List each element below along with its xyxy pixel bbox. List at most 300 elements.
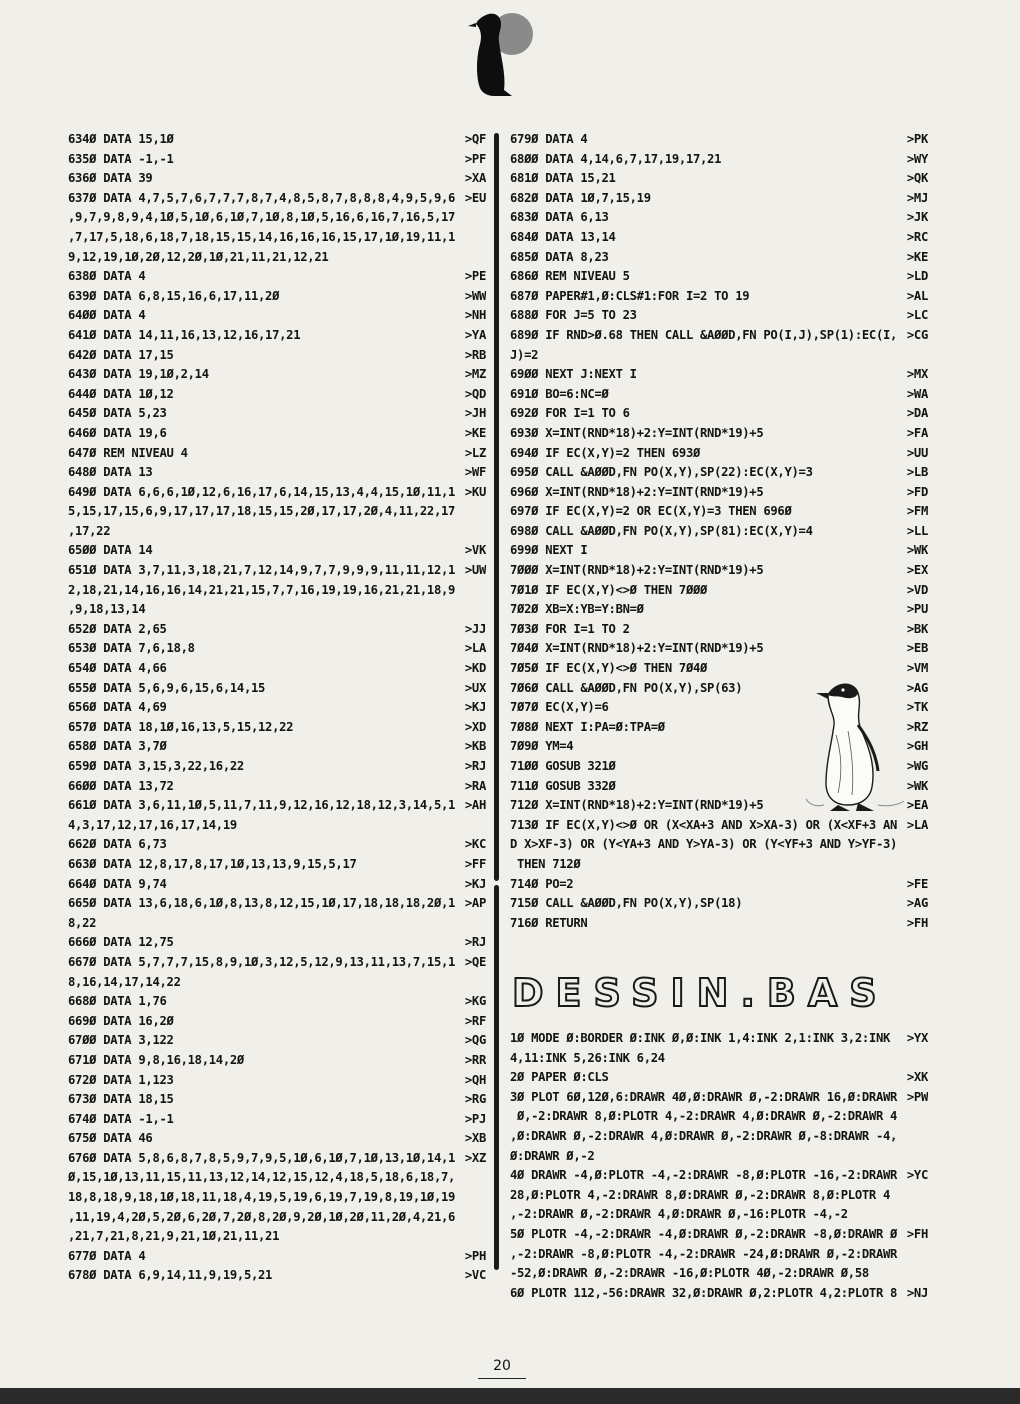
checksum: >XB bbox=[463, 1129, 486, 1149]
code-line bbox=[510, 424, 928, 444]
code-text: 657Ø DATA 18,1Ø,16,13,5,15,12,22 bbox=[68, 719, 294, 734]
code-text: 638Ø DATA 4 bbox=[68, 269, 146, 284]
checksum: >DA bbox=[905, 404, 928, 424]
code-text: 7Ø2Ø XB=X:YB=Y:BN=Ø bbox=[510, 602, 644, 617]
code-line bbox=[510, 914, 928, 934]
code-text: 675Ø DATA 46 bbox=[68, 1131, 153, 1146]
code-line bbox=[510, 169, 928, 189]
page-number-rule bbox=[478, 1378, 526, 1379]
code-text: 659Ø DATA 3,15,3,22,16,22 bbox=[68, 759, 244, 773]
code-text: 649Ø DATA 6,6,6,1Ø,12,6,16,17,6,14,15,13,4,4,15,1Ø,11,1 bbox=[68, 484, 456, 499]
checksum: >MX bbox=[905, 365, 928, 385]
checksum: >RR bbox=[463, 1051, 486, 1071]
code-line bbox=[68, 1266, 486, 1286]
code-line bbox=[68, 326, 486, 346]
code-text: 654Ø DATA 4,66 bbox=[68, 661, 167, 676]
code-text: 6Ø PLOTR 112,-56:DRAWR 32,Ø:DRAWR Ø,2:PLOTR 4,2:PLOTR 8 bbox=[510, 1285, 898, 1300]
code-text: 671Ø DATA 9,8,16,18,14,2Ø bbox=[68, 1052, 244, 1067]
checksum: >GH bbox=[905, 737, 928, 757]
code-line bbox=[68, 639, 486, 659]
code-line bbox=[68, 169, 486, 189]
code-text: 8,22 bbox=[68, 915, 97, 930]
code-text: 692Ø FOR I=1 TO 6 bbox=[510, 406, 630, 421]
code-text: 66ØØ DATA 13,72 bbox=[68, 778, 174, 793]
checksum: >RG bbox=[463, 1090, 486, 1110]
code-line bbox=[68, 600, 486, 620]
checksum: >QF bbox=[463, 130, 486, 150]
code-line bbox=[510, 267, 928, 287]
checksum: >WK bbox=[905, 777, 928, 797]
code-text: 664Ø DATA 9,74 bbox=[68, 876, 167, 891]
code-line bbox=[510, 287, 928, 307]
checksum: >WY bbox=[905, 150, 928, 170]
code-text: 661Ø DATA 3,6,11,1Ø,5,11,7,11,9,12,16,12,18,12,3,14,5,1 bbox=[68, 798, 456, 813]
code-text: 634Ø DATA 15,1Ø bbox=[68, 132, 174, 146]
code-text: 71ØØ GOSUB 321Ø bbox=[510, 759, 616, 773]
code-line bbox=[510, 1225, 928, 1245]
code-line bbox=[68, 385, 486, 405]
code-line bbox=[510, 502, 928, 522]
checksum: >YA bbox=[463, 326, 486, 346]
code-text: ,21,7,21,8,21,9,21,1Ø,21,11,21 bbox=[68, 1229, 280, 1244]
code-text: 683Ø DATA 6,13 bbox=[510, 210, 609, 225]
code-text: 682Ø DATA 1Ø,7,15,19 bbox=[510, 190, 651, 205]
code-line bbox=[68, 483, 486, 503]
code-line bbox=[510, 679, 928, 699]
code-text: 695Ø CALL &AØØD,FN PO(X,Y),SP(22):EC(X,Y)=3 bbox=[510, 465, 813, 480]
checksum: >PF bbox=[463, 150, 486, 170]
code-text: 656Ø DATA 4,69 bbox=[68, 700, 167, 715]
checksum: >EU bbox=[463, 189, 486, 209]
code-text: 678Ø DATA 6,9,14,11,9,19,5,21 bbox=[68, 1268, 273, 1283]
code-line bbox=[510, 796, 928, 816]
checksum: >KJ bbox=[463, 875, 486, 895]
code-text: 5,15,17,15,6,9,17,17,17,18,15,15,2Ø,17,17,2Ø,4,11,22,17 bbox=[68, 504, 456, 519]
code-line bbox=[68, 894, 486, 914]
code-line bbox=[510, 1264, 928, 1284]
code-text: 672Ø DATA 1,123 bbox=[68, 1072, 174, 1087]
checksum: >FF bbox=[463, 855, 486, 875]
code-line bbox=[510, 385, 928, 405]
code-text: -52,Ø:DRAWR Ø,-2:DRAWR -16,Ø:PLOTR 4Ø,-2:DRAWR Ø,58 bbox=[510, 1266, 869, 1281]
code-line bbox=[510, 777, 928, 797]
checksum: >KG bbox=[463, 992, 486, 1012]
checksum: >AP bbox=[463, 894, 486, 914]
code-line bbox=[68, 541, 486, 561]
checksum: >LA bbox=[905, 816, 928, 836]
code-line bbox=[510, 541, 928, 561]
code-text: 658Ø DATA 3,7Ø bbox=[68, 739, 167, 754]
code-text: 641Ø DATA 14,11,16,13,12,16,17,21 bbox=[68, 327, 301, 342]
code-line bbox=[510, 620, 928, 640]
code-text: 713Ø IF EC(X,Y)<>Ø OR (X<XA+3 AND X>XA-3) OR (X<XF+3 AN bbox=[510, 817, 898, 832]
code-text: 1Ø MODE Ø:BORDER Ø:INK Ø,Ø:INK 1,4:INK 2,1:INK 3,2:INK bbox=[510, 1031, 891, 1045]
code-line bbox=[510, 404, 928, 424]
checksum: >YC bbox=[905, 1166, 928, 1186]
code-text: 653Ø DATA 7,6,18,8 bbox=[68, 641, 195, 656]
code-line bbox=[68, 914, 486, 934]
checksum: >KE bbox=[905, 248, 928, 268]
code-text: 3Ø PLOT 6Ø,12Ø,6:DRAWR 4Ø,Ø:DRAWR Ø,-2:DRAWR 16,Ø:DRAWR bbox=[510, 1089, 898, 1104]
checksum: >RA bbox=[463, 777, 486, 797]
code-line bbox=[510, 306, 928, 326]
code-text: 7ØØØ X=INT(RND*18)+2:Y=INT(RND*19)+5 bbox=[510, 563, 764, 578]
code-line bbox=[68, 1071, 486, 1091]
checksum: >VM bbox=[905, 659, 928, 679]
code-text: 643Ø DATA 19,1Ø,2,14 bbox=[68, 367, 209, 382]
checksum: >FA bbox=[905, 424, 928, 444]
code-text: Ø,-2:DRAWR 8,Ø:PLOTR 4,-2:DRAWR 4,Ø:DRAWR Ø,-2:DRAWR 4 bbox=[510, 1109, 898, 1124]
code-line bbox=[68, 365, 486, 385]
code-line bbox=[510, 444, 928, 464]
checksum: >KD bbox=[463, 659, 486, 679]
checksum: >AG bbox=[905, 894, 928, 914]
code-text: J)=2 bbox=[510, 347, 539, 362]
code-text: 67ØØ DATA 3,122 bbox=[68, 1033, 174, 1048]
code-line bbox=[68, 424, 486, 444]
code-line bbox=[510, 1147, 928, 1167]
checksum: >QE bbox=[463, 953, 486, 973]
code-text: 655Ø DATA 5,6,9,6,15,6,14,15 bbox=[68, 680, 266, 695]
checksum: >LB bbox=[905, 463, 928, 483]
code-line bbox=[68, 933, 486, 953]
code-line bbox=[68, 130, 486, 150]
code-line bbox=[68, 679, 486, 699]
code-line bbox=[68, 992, 486, 1012]
code-text: 652Ø DATA 2,65 bbox=[68, 621, 167, 636]
code-line bbox=[510, 1107, 928, 1127]
code-line bbox=[68, 796, 486, 816]
checksum: >QH bbox=[463, 1071, 486, 1091]
code-text: 7Ø5Ø IF EC(X,Y)<>Ø THEN 7Ø4Ø bbox=[510, 661, 708, 676]
code-line bbox=[68, 875, 486, 895]
code-text: 68ØØ DATA 4,14,6,7,17,19,17,21 bbox=[510, 151, 722, 166]
code-line bbox=[68, 463, 486, 483]
code-line bbox=[68, 835, 486, 855]
checksum: >KE bbox=[463, 424, 486, 444]
code-text: 663Ø DATA 12,8,17,8,17,1Ø,13,13,9,15,5,17 bbox=[68, 856, 357, 871]
code-text: 679Ø DATA 4 bbox=[510, 132, 588, 146]
code-text: 637Ø DATA 4,7,5,7,6,7,7,7,8,7,4,8,5,8,7,8,8,8,4,9,5,9,6 bbox=[68, 190, 456, 205]
code-text: 716Ø RETURN bbox=[510, 915, 588, 930]
code-text: 7Ø7Ø EC(X,Y)=6 bbox=[510, 700, 609, 715]
code-line bbox=[68, 816, 486, 836]
code-text: 674Ø DATA -1,-1 bbox=[68, 1111, 174, 1126]
code-line bbox=[68, 1188, 486, 1208]
code-line bbox=[68, 1149, 486, 1169]
code-line bbox=[68, 287, 486, 307]
code-line bbox=[510, 698, 928, 718]
code-text: ,9,18,13,14 bbox=[68, 602, 146, 617]
code-text: 697Ø IF EC(X,Y)=2 OR EC(X,Y)=3 THEN 696Ø bbox=[510, 504, 792, 519]
code-text: 642Ø DATA 17,15 bbox=[68, 347, 174, 362]
code-line bbox=[510, 659, 928, 679]
checksum: >NH bbox=[463, 306, 486, 326]
code-text: 676Ø DATA 5,8,6,8,7,8,5,9,7,9,5,1Ø,6,1Ø,7,1Ø,13,1Ø,14,1 bbox=[68, 1150, 456, 1165]
code-line bbox=[510, 1127, 928, 1147]
checksum: >PK bbox=[905, 130, 928, 150]
code-text: 662Ø DATA 6,73 bbox=[68, 837, 167, 852]
code-line bbox=[68, 1090, 486, 1110]
code-text: 714Ø PO=2 bbox=[510, 876, 574, 891]
checksum: >EA bbox=[905, 796, 928, 816]
code-line bbox=[68, 306, 486, 326]
code-text: 8,16,14,17,14,22 bbox=[68, 974, 181, 989]
code-line bbox=[68, 1051, 486, 1071]
checksum: >TK bbox=[905, 698, 928, 718]
checksum: >FM bbox=[905, 502, 928, 522]
code-line bbox=[510, 737, 928, 757]
checksum: >KC bbox=[463, 835, 486, 855]
code-text: 688Ø FOR J=5 TO 23 bbox=[510, 308, 637, 323]
code-text: 681Ø DATA 15,21 bbox=[510, 171, 616, 186]
checksum: >RC bbox=[905, 228, 928, 248]
code-line bbox=[510, 130, 928, 150]
code-line bbox=[510, 639, 928, 659]
checksum: >VD bbox=[905, 581, 928, 601]
checksum: >UU bbox=[905, 444, 928, 464]
code-text: 698Ø CALL &AØØD,FN PO(X,Y),SP(81):EC(X,Y)=4 bbox=[510, 523, 813, 538]
code-line bbox=[510, 346, 928, 366]
code-line bbox=[510, 757, 928, 777]
code-text: 69ØØ NEXT J:NEXT I bbox=[510, 367, 637, 382]
code-text: 7Ø8Ø NEXT I:PA=Ø:TPA=Ø bbox=[510, 719, 665, 734]
checksum: >PU bbox=[905, 600, 928, 620]
checksum: >FH bbox=[905, 1225, 928, 1245]
checksum: >YX bbox=[905, 1029, 928, 1049]
code-text: 648Ø DATA 13 bbox=[68, 465, 153, 480]
code-line bbox=[510, 1205, 928, 1225]
code-text: 646Ø DATA 19,6 bbox=[68, 425, 167, 440]
checksum: >WK bbox=[905, 541, 928, 561]
checksum: >CG bbox=[905, 326, 928, 346]
code-text: 644Ø DATA 1Ø,12 bbox=[68, 386, 174, 401]
checksum: >UX bbox=[463, 679, 486, 699]
code-line bbox=[68, 561, 486, 581]
code-line bbox=[68, 1129, 486, 1149]
checksum: >PH bbox=[463, 1247, 486, 1267]
code-line bbox=[510, 522, 928, 542]
code-line bbox=[68, 973, 486, 993]
code-line bbox=[68, 502, 486, 522]
code-line bbox=[510, 150, 928, 170]
checksum: >FD bbox=[905, 483, 928, 503]
code-text: 635Ø DATA -1,-1 bbox=[68, 151, 174, 166]
code-line bbox=[68, 267, 486, 287]
checksum: >KB bbox=[463, 737, 486, 757]
code-line bbox=[510, 228, 928, 248]
checksum: >WW bbox=[463, 287, 486, 307]
checksum: >AH bbox=[463, 796, 486, 816]
code-line bbox=[68, 1168, 486, 1188]
checksum: >WA bbox=[905, 385, 928, 405]
checksum: >LC bbox=[905, 306, 928, 326]
code-text: 696Ø X=INT(RND*18)+2:Y=INT(RND*19)+5 bbox=[510, 484, 764, 499]
code-text: 639Ø DATA 6,8,15,16,6,17,11,2Ø bbox=[68, 288, 280, 303]
code-text: D X>XF-3) OR (Y<YA+3 AND Y>YA-3) OR (Y<YF+3 AND Y>YF-3) bbox=[510, 837, 898, 852]
code-line bbox=[510, 894, 928, 914]
checksum: >MZ bbox=[463, 365, 486, 385]
checksum: >AL bbox=[905, 287, 928, 307]
code-line bbox=[68, 953, 486, 973]
code-text: 711Ø GOSUB 332Ø bbox=[510, 778, 616, 793]
code-line bbox=[510, 1088, 928, 1108]
code-text: 673Ø DATA 18,15 bbox=[68, 1092, 174, 1107]
listing-right-column-dessin bbox=[510, 1029, 928, 1303]
code-line bbox=[68, 346, 486, 366]
section-title: DESSIN.BAS bbox=[512, 971, 889, 1015]
code-line bbox=[510, 855, 928, 875]
checksum: >EX bbox=[905, 561, 928, 581]
checksum: >JJ bbox=[463, 620, 486, 640]
code-text: 693Ø X=INT(RND*18)+2:Y=INT(RND*19)+5 bbox=[510, 425, 764, 440]
checksum: >RZ bbox=[905, 718, 928, 738]
checksum: >LL bbox=[905, 522, 928, 542]
column-divider-lower bbox=[494, 885, 499, 1270]
column-divider bbox=[494, 133, 499, 881]
code-text: Ø:DRAWR Ø,-2 bbox=[510, 1148, 595, 1163]
code-line bbox=[510, 600, 928, 620]
code-text: 4,3,17,12,17,16,17,14,19 bbox=[68, 817, 237, 832]
code-line bbox=[510, 248, 928, 268]
listing-left-column bbox=[68, 130, 486, 1286]
code-line bbox=[68, 1247, 486, 1267]
code-line bbox=[510, 835, 928, 855]
code-line bbox=[510, 1029, 928, 1049]
code-text: 651Ø DATA 3,7,11,3,18,21,7,12,14,9,7,7,9,9,9,11,11,12,1 bbox=[68, 563, 456, 578]
code-line bbox=[68, 1012, 486, 1032]
checksum: >KU bbox=[463, 483, 486, 503]
code-text: 665Ø DATA 13,6,18,6,1Ø,8,13,8,12,15,1Ø,17,18,18,18,2Ø,1 bbox=[68, 896, 456, 911]
code-text: ,11,19,4,2Ø,5,2Ø,6,2Ø,7,2Ø,8,2Ø,9,2Ø,1Ø,2Ø,11,2Ø,4,21,6 bbox=[68, 1209, 456, 1224]
code-text: 18,8,18,9,18,1Ø,18,11,18,4,19,5,19,6,19,7,19,8,19,1Ø,19 bbox=[68, 1190, 456, 1205]
code-line bbox=[68, 737, 486, 757]
checksum: >JK bbox=[905, 208, 928, 228]
code-text: 4,11:INK 5,26:INK 6,24 bbox=[510, 1050, 665, 1065]
code-text: 9,12,19,1Ø,2Ø,12,2Ø,1Ø,21,11,21,12,21 bbox=[68, 249, 329, 264]
code-line bbox=[510, 875, 928, 895]
checksum: >VC bbox=[463, 1266, 486, 1286]
code-line bbox=[510, 208, 928, 228]
checksum: >PJ bbox=[463, 1110, 486, 1130]
code-line bbox=[68, 757, 486, 777]
checksum: >QK bbox=[905, 169, 928, 189]
code-line bbox=[68, 189, 486, 209]
listing-right-column bbox=[510, 130, 928, 933]
code-text: 677Ø DATA 4 bbox=[68, 1248, 146, 1263]
code-line bbox=[68, 404, 486, 424]
checksum: >RF bbox=[463, 1012, 486, 1032]
code-line bbox=[510, 1068, 928, 1088]
checksum: >BK bbox=[905, 620, 928, 640]
scan-bottom-edge bbox=[0, 1388, 1020, 1404]
code-line bbox=[510, 718, 928, 738]
checksum: >XD bbox=[463, 718, 486, 738]
code-text: 686Ø REM NIVEAU 5 bbox=[510, 269, 630, 284]
code-line bbox=[510, 483, 928, 503]
code-line bbox=[68, 444, 486, 464]
code-text: ,-2:DRAWR -8,Ø:PLOTR -4,-2:DRAWR -24,Ø:DRAWR Ø,-2:DRAWR bbox=[510, 1246, 898, 1261]
code-text: ,17,22 bbox=[68, 523, 111, 538]
checksum: >XK bbox=[905, 1068, 928, 1088]
header-penguin-illustration bbox=[440, 0, 560, 105]
code-text: ,-2:DRAWR Ø,-2:DRAWR 4,Ø:DRAWR Ø,-16:PLOTR -4,-2 bbox=[510, 1207, 848, 1222]
code-text: ,Ø:DRAWR Ø,-2:DRAWR 4,Ø:DRAWR Ø,-2:DRAWR Ø,-8:DRAWR -4, bbox=[510, 1128, 898, 1143]
checksum: >LZ bbox=[463, 444, 486, 464]
code-line bbox=[510, 326, 928, 346]
code-line bbox=[68, 1208, 486, 1228]
code-line bbox=[68, 1227, 486, 1247]
code-text: 7Ø9Ø YM=4 bbox=[510, 739, 574, 754]
checksum: >VK bbox=[463, 541, 486, 561]
code-line bbox=[68, 659, 486, 679]
code-text: 699Ø NEXT I bbox=[510, 543, 588, 558]
checksum: >PE bbox=[463, 267, 486, 287]
checksum: >EB bbox=[905, 639, 928, 659]
code-line bbox=[68, 581, 486, 601]
code-text: 645Ø DATA 5,23 bbox=[68, 406, 167, 421]
code-line bbox=[68, 150, 486, 170]
checksum: >KJ bbox=[463, 698, 486, 718]
code-text: 636Ø DATA 39 bbox=[68, 171, 153, 186]
code-text: 4Ø DRAWR -4,Ø:PLOTR -4,-2:DRAWR -8,Ø:PLOTR -16,-2:DRAWR bbox=[510, 1168, 898, 1183]
checksum: >WF bbox=[463, 463, 486, 483]
checksum: >LD bbox=[905, 267, 928, 287]
code-text: 668Ø DATA 1,76 bbox=[68, 994, 167, 1009]
code-text: ,7,17,5,18,6,18,7,18,15,15,14,16,16,16,15,17,1Ø,19,11,1 bbox=[68, 229, 456, 244]
checksum: >UW bbox=[463, 561, 486, 581]
code-text: 685Ø DATA 8,23 bbox=[510, 249, 609, 264]
code-text: 5Ø PLOTR -4,-2:DRAWR -4,Ø:DRAWR Ø,-2:DRAWR -8,Ø:DRAWR Ø bbox=[510, 1226, 898, 1241]
code-line bbox=[510, 365, 928, 385]
code-line bbox=[68, 855, 486, 875]
code-line bbox=[68, 522, 486, 542]
checksum: >LA bbox=[463, 639, 486, 659]
code-text: 2Ø PAPER Ø:CLS bbox=[510, 1070, 609, 1085]
code-line bbox=[510, 1284, 928, 1304]
code-line bbox=[510, 189, 928, 209]
checksum: >RB bbox=[463, 346, 486, 366]
checksum: >WG bbox=[905, 757, 928, 777]
checksum: >FH bbox=[905, 914, 928, 934]
code-line bbox=[510, 581, 928, 601]
code-line bbox=[68, 1110, 486, 1130]
code-text: ,9,7,9,8,9,4,1Ø,5,1Ø,6,1Ø,7,1Ø,8,1Ø,5,16,6,16,7,16,5,17 bbox=[68, 210, 456, 225]
code-line bbox=[68, 718, 486, 738]
code-line bbox=[68, 698, 486, 718]
code-line bbox=[68, 1031, 486, 1051]
code-text: 7Ø4Ø X=INT(RND*18)+2:Y=INT(RND*19)+5 bbox=[510, 641, 764, 656]
code-text: 694Ø IF EC(X,Y)=2 THEN 693Ø bbox=[510, 445, 701, 460]
code-text: 691Ø BO=6:NC=Ø bbox=[510, 386, 609, 401]
checksum: >JH bbox=[463, 404, 486, 424]
checksum: >RJ bbox=[463, 933, 486, 953]
checksum: >RJ bbox=[463, 757, 486, 777]
code-text: 666Ø DATA 12,75 bbox=[68, 935, 174, 950]
code-line bbox=[510, 816, 928, 836]
code-line bbox=[510, 561, 928, 581]
code-text: 669Ø DATA 16,2Ø bbox=[68, 1013, 174, 1028]
code-text: THEN 712Ø bbox=[510, 856, 581, 871]
checksum: >QG bbox=[463, 1031, 486, 1051]
code-text: 7Ø1Ø IF EC(X,Y)<>Ø THEN 7ØØØ bbox=[510, 582, 708, 597]
checksum: >MJ bbox=[905, 189, 928, 209]
checksum: >AG bbox=[905, 679, 928, 699]
checksum: >NJ bbox=[905, 1284, 928, 1304]
code-text: 684Ø DATA 13,14 bbox=[510, 229, 616, 244]
code-text: 715Ø CALL &AØØD,FN PO(X,Y),SP(18) bbox=[510, 896, 743, 911]
code-line bbox=[510, 463, 928, 483]
